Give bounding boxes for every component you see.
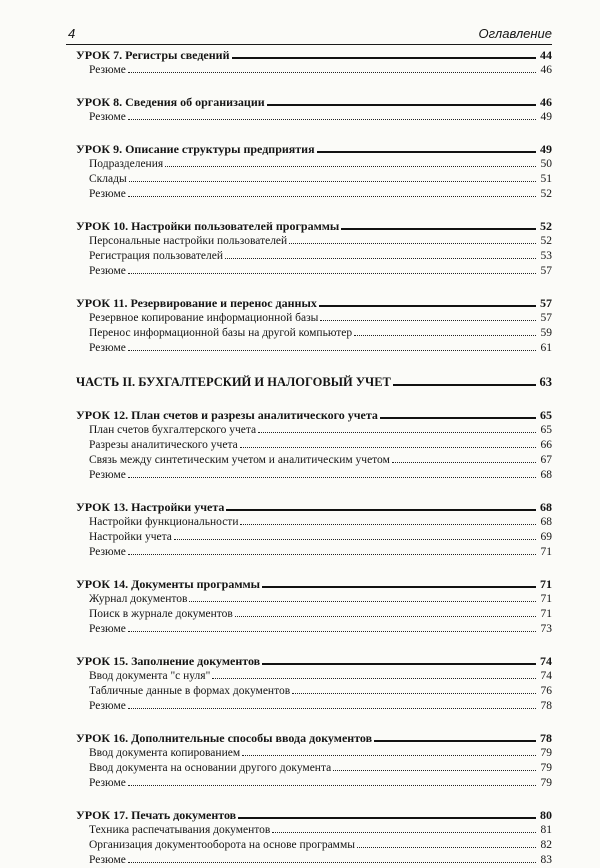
toc-subentry[interactable] [76,172,552,187]
toc-page-number: 74 [540,654,552,668]
toc-spacer [76,714,552,731]
toc-lesson-heading[interactable] [76,500,552,515]
toc-page-number: 71 [540,608,552,620]
toc-lesson-heading[interactable] [76,296,552,311]
toc-entry-title: Резюме [89,188,126,200]
toc-page-number: 83 [540,854,552,866]
toc-spacer [76,279,552,296]
toc-page-number: 51 [540,173,552,185]
toc-subentry[interactable] [76,853,552,868]
toc-page-number: 46 [540,64,552,76]
toc-entry-title: УРОК 14. Документы программы [76,577,261,591]
toc-subentry[interactable] [76,234,552,249]
toc-lesson-heading[interactable] [76,95,552,110]
page-number: 4 [68,26,76,41]
toc-subentry[interactable] [76,823,552,838]
toc-spacer [76,560,552,577]
toc-page-number: 78 [540,700,552,712]
toc-subentry[interactable] [76,187,552,202]
toc-entry-title: УРОК 16. Дополнительные способы ввода документов [76,731,373,745]
toc-subentry[interactable] [76,592,552,607]
toc-entry-title: Резюме [89,111,126,123]
toc-subentry[interactable] [76,157,552,172]
toc-entry-title: Ввод документа копированием [89,747,241,759]
toc-entry-title: Организация документооборота на основе программы [89,839,355,851]
toc-page-number: 82 [540,839,552,851]
toc-leader-line [238,814,536,819]
toc-leader-line [357,843,536,848]
toc-leader-line [212,674,536,679]
toc-leader-line [128,115,536,120]
toc-entry-title: Ввод документа на основании другого документа [89,762,332,774]
toc-subentry[interactable] [76,622,552,637]
toc-leader-line [189,597,536,602]
toc-subentry[interactable] [76,515,552,530]
toc-subentry[interactable] [76,746,552,761]
toc-page-number: 57 [540,265,552,277]
toc-page-number: 49 [540,142,552,156]
toc-page-number: 68 [540,469,552,481]
toc-leader-line [242,751,536,756]
toc-leader-line [128,627,536,632]
toc-page-number: 68 [540,500,552,514]
toc-page-number: 67 [540,454,552,466]
toc-leader-line [240,520,536,525]
toc-page-number: 53 [540,250,552,262]
toc-leader-line [225,254,536,259]
toc-lesson-heading[interactable] [76,654,552,669]
toc-entry-title: УРОК 7. Регистры сведений [76,48,230,62]
toc-leader-line [129,177,536,182]
toc-subentry[interactable] [76,438,552,453]
toc-entry-title: Резюме [89,546,126,558]
toc-leader-line [258,428,536,433]
toc-leader-line [128,68,536,73]
toc-leader-line [320,316,536,321]
toc-page-number: 71 [540,593,552,605]
toc-entry-title: ЧАСТЬ II. БУХГАЛТЕРСКИЙ И НАЛОГОВЫЙ УЧЕТ [76,375,391,389]
toc-entry-title: УРОК 13. Настройки учета [76,500,225,514]
toc-page-number: 71 [540,577,552,591]
toc-entry-title: Резервное копирование информационной базы [89,312,319,324]
toc-entry-title: Резюме [89,854,126,866]
toc-subentry[interactable] [76,110,552,125]
toc-subentry[interactable] [76,63,552,78]
toc-page-number: 79 [540,747,552,759]
page-header [66,24,552,45]
toc-subentry[interactable] [76,264,552,279]
toc-entry-title: Табличные данные в формах документов [89,685,291,697]
toc-subentry[interactable] [76,776,552,791]
toc-entry-title: План счетов бухгалтерского учета [89,424,257,436]
toc-page-number: 79 [540,777,552,789]
toc-subentry[interactable] [76,545,552,560]
toc-leader-line [128,704,536,709]
toc-leader-line [235,612,536,617]
toc-page-number: 65 [540,424,552,436]
toc-subentry[interactable] [76,423,552,438]
toc-page-number: 50 [540,158,552,170]
toc-spacer [76,483,552,500]
toc-lesson-heading[interactable] [76,577,552,592]
toc-subentry[interactable] [76,311,552,326]
toc-entry-title: УРОК 17. Печать документов [76,808,237,822]
toc-page-number: 65 [540,408,552,422]
toc-leader-line [262,583,536,588]
toc-entry-title: УРОК 10. Настройки пользователей программы [76,219,340,233]
toc-lesson-heading[interactable] [76,808,552,823]
toc-entry-title: УРОК 11. Резервирование и перенос данных [76,296,317,310]
toc-entry-title: УРОК 9. Описание структуры предприятия [76,142,315,156]
toc-entry-title: Резюме [89,64,126,76]
toc-spacer [76,637,552,654]
table-of-contents [76,48,552,868]
toc-entry-title: Резюме [89,469,126,481]
toc-page-number: 78 [540,731,552,745]
toc-page-number: 71 [540,546,552,558]
toc-leader-line [272,828,536,833]
running-title: Оглавление [478,26,552,41]
toc-leader-line [392,458,536,463]
toc-page-number: 57 [540,296,552,310]
toc-page-number: 52 [540,219,552,233]
toc-subentry[interactable] [76,468,552,483]
toc-subentry[interactable] [76,838,552,853]
toc-page-number: 81 [540,824,552,836]
toc-entry-title: Настройки учета [89,531,172,543]
toc-page-number: 59 [540,327,552,339]
toc-spacer [76,390,552,408]
toc-subentry[interactable] [76,684,552,699]
toc-leader-line [128,192,536,197]
toc-subentry[interactable] [76,326,552,341]
toc-leader-line [128,781,536,786]
toc-page-number: 79 [540,762,552,774]
toc-entry-title: Ввод документа "с нуля" [89,670,211,682]
toc-subentry[interactable] [76,699,552,714]
toc-page-number: 76 [540,685,552,697]
toc-page-number: 63 [539,375,552,389]
toc-lesson-heading[interactable] [76,142,552,157]
toc-leader-line [292,689,536,694]
toc-lesson-heading[interactable] [76,731,552,746]
toc-lesson-heading[interactable] [76,48,552,63]
toc-subentry[interactable] [76,761,552,776]
toc-spacer [76,78,552,95]
toc-entry-title: УРОК 8. Сведения об организации [76,95,265,109]
toc-leader-line [267,101,536,106]
toc-page-number: 52 [540,235,552,247]
toc-page-number: 74 [540,670,552,682]
toc-page-number: 57 [540,312,552,324]
toc-subentry[interactable] [76,669,552,684]
toc-entry-title: Резюме [89,265,126,277]
toc-entry-title: Подразделения [89,158,164,170]
toc-entry-title: Связь между синтетическим учетом и аналитическим учетом [89,454,390,466]
toc-subentry[interactable] [76,530,552,545]
toc-entry-title: Склады [89,173,127,185]
toc-subentry[interactable] [76,453,552,468]
toc-lesson-heading[interactable] [76,219,552,234]
toc-entry-title: Резюме [89,623,126,635]
toc-page-number: 73 [540,623,552,635]
toc-leader-line [174,535,536,540]
toc-page-number: 52 [540,188,552,200]
toc-entry-title: Перенос информационной базы на другой компьютер [89,327,353,339]
toc-leader-line [319,302,536,307]
toc-leader-line [289,239,536,244]
toc-leader-line [317,148,536,153]
toc-leader-line [354,331,536,336]
toc-lesson-heading[interactable] [76,408,552,423]
toc-page-number: 69 [540,531,552,543]
toc-leader-line [128,858,536,863]
toc-entry-title: УРОК 15. Заполнение документов [76,654,261,668]
toc-entry-title: Поиск в журнале документов [89,608,233,620]
toc-page-number: 61 [540,342,552,354]
toc-subentry[interactable] [76,341,552,356]
toc-leader-line [232,54,537,59]
toc-leader-line [262,660,536,665]
toc-subentry[interactable] [76,249,552,264]
toc-entry-title: Разрезы аналитического учета [89,439,238,451]
toc-leader-line [128,346,536,351]
toc-entry-title: Резюме [89,342,126,354]
toc-page-number: 68 [540,516,552,528]
toc-leader-line [128,473,536,478]
toc-spacer [76,202,552,219]
toc-leader-line [374,737,536,742]
toc-spacer [76,125,552,142]
toc-entry-title: Резюме [89,700,126,712]
toc-spacer [76,356,552,374]
toc-leader-line [226,506,536,511]
toc-page-number: 66 [540,439,552,451]
toc-entry-title: Настройки функциональности [89,516,239,528]
toc-entry-title: Регистрация пользователей [89,250,223,262]
toc-entry-title: Журнал документов [89,593,188,605]
toc-page-number: 46 [540,95,552,109]
toc-leader-line [128,269,536,274]
toc-leader-line [333,766,536,771]
toc-spacer [76,791,552,808]
toc-entry-title: Техника распечатывания документов [89,824,271,836]
toc-leader-line [380,414,536,419]
toc-leader-line [165,162,536,167]
toc-subentry[interactable] [76,607,552,622]
toc-entry-title: УРОК 12. План счетов и разрезы аналитического учета [76,408,378,422]
toc-leader-line [393,381,536,386]
toc-leader-line [341,225,536,230]
toc-part-heading[interactable] [76,374,552,390]
toc-entry-title: Персональные настройки пользователей [89,235,288,247]
toc-page-number: 80 [540,808,552,822]
toc-page-number: 44 [540,48,552,62]
toc-leader-line [128,550,536,555]
toc-page-number: 49 [540,111,552,123]
toc-entry-title: Резюме [89,777,126,789]
toc-leader-line [240,443,536,448]
